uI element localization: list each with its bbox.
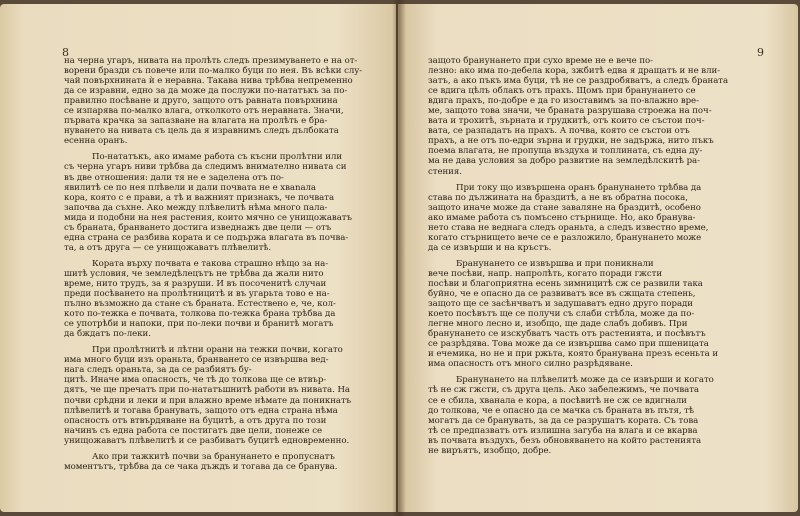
text-line: По-нататъкъ, ако имаме работа съ късни пролѣтни или: [92, 152, 343, 163]
text-line: време, нито трудъ, за я разруши. И въ посоченитѣ случаи: [64, 278, 327, 289]
text-line: При току що извършена оранъ бранунането трѣбва да: [456, 182, 702, 193]
text-line: шитѣ условия, че земледѣлецътъ не трѣбва да жали нито: [64, 268, 324, 279]
text-line: се употрѣби и напоки, при по-леки почви и бранитѣ могатъ: [64, 319, 334, 330]
text-line: което посѣвътъ ще се получи съ слаби стѣбла, може да по-: [428, 309, 695, 320]
text-line: тѣ се предпазватъ отъ излишна загуба на влага и се вкарва: [428, 425, 698, 436]
text-line: Бранунането се извършва и при поникнали: [456, 258, 654, 269]
text-line: се вдига цѣлъ облакъ отъ прахъ. Щомъ при бранунането се: [428, 86, 696, 97]
text-line: започва да съхне. Ако между плѣвелитѣ нѣма много пала-: [64, 202, 328, 213]
text-line: мида и подобни на нея растения, които мячно се унищожаватъ: [64, 212, 352, 223]
text-line: та, а отъ друга — се унищожаватъ плѣвелитѣ.: [64, 242, 272, 253]
left-page-number: 8: [62, 46, 69, 59]
text-line: ворени бразди съ повече или по-малко буци по нея. Въ всѣки слу-: [64, 66, 363, 77]
text-line: поема влагата, не пропуща въздуха и топлината, съ една ду-: [428, 146, 703, 157]
text-line: се е сбила, хванала е кора, а посѣвитѣ не сж се вдигнали: [428, 395, 687, 406]
text-line: вата, се разпадатъ на прахъ. А почва, която се състои отъ: [428, 126, 690, 137]
text-line: легне много лесно и, изобщо, ще даде слабъ добивъ. При: [428, 319, 688, 330]
text-line: нуването на нивата съ цель да я изравнимъ следъ дълбоката: [64, 126, 339, 137]
left-page-body: [64, 56, 384, 472]
text-line: лезно: ако има по-дебела кора, зжбитѣ едва я дращатъ и не вли-: [428, 66, 721, 77]
text-line: есенна оранъ.: [64, 136, 128, 147]
text-line: затъ, а ако пъкъ има буци, тѣ не се раздробяватъ, а следъ браната: [428, 76, 729, 87]
text-line: се разрѣдява. Това може да се извършва само при пшеницата: [428, 339, 709, 350]
text-line: се изпарява по-малко влага, отколкото отъ неравната. Значи,: [64, 106, 344, 117]
text-line: въ почвата въздухъ, безъ обновяването на който растенията: [428, 435, 702, 446]
text-line: цитѣ. Иначе има опасность, че тѣ до толкова ще се втвър-: [64, 375, 327, 386]
text-line: вече посѣви, напр. напролѣть, когато поради гжсти: [428, 268, 663, 279]
text-line: ма не дава условия за добро развитие на земледѣлскитѣ ра-: [428, 156, 700, 167]
text-line: пълно възможно да стане съ браната. Естествено е, че, кол-: [64, 299, 336, 310]
text-line: когато стърнището вече се е разложило, бранунането може: [428, 232, 702, 243]
text-line: да се изравни, едно за да може да послужи по-нататъкъ за по-: [64, 86, 348, 97]
text-line: Ако при тажкитѣ почви за бранунането е пропуснатъ: [92, 451, 335, 462]
text-line: и ечемика, но не и при ржьта, която бранувана презъ есеньта и: [428, 349, 719, 360]
text-line: дятъ, че ще пречатъ при по-нататъшнитѣ работи въ нивата. На: [64, 385, 350, 396]
text-line: една страна се разбива кората и се подържа влагата въ почва-: [64, 232, 349, 243]
text-line: При пролѣтнитѣ и лѣтни орани на тежки почви, когато: [92, 345, 343, 356]
text-line: Бранунането на плѣвелитѣ може да се извърши и когато: [456, 375, 714, 386]
text-line: защото ще се засѣнчватъ и задушаватъ едно друго поради: [428, 299, 693, 310]
text-line: кото по-тежка е почвата, толкова по-тежка брана трѣбва да: [64, 309, 336, 320]
right-page-body: [428, 56, 776, 456]
text-line: съ браната, бранването достига изведнажъ две цели — отъ: [64, 222, 332, 233]
text-line: има опасность отъ много силно разрѣдяване.: [428, 359, 633, 370]
text-line: чай повърхнината ѝ е неравна. Такава нива трѣбва непременно: [64, 76, 353, 87]
text-line: ме, защото това значи, че браната разрушава строежа на поч-: [428, 106, 712, 117]
text-line: нето става не веднага следъ ораньта, а следъ известно време,: [428, 222, 709, 233]
text-line: Кората върху почвата е такова страшно нѣщо за на-: [92, 258, 329, 269]
text-line: унищожаватъ плѣвелитѣ и се разбиватъ буцитѣ едновременно.: [64, 435, 350, 446]
left-page: [0, 4, 396, 512]
text-line: стения.: [428, 166, 462, 177]
text-line: могатъ да се бранувать, за да се разрушатъ кората. Съ това: [428, 415, 699, 426]
right-page: [398, 4, 798, 512]
text-line: съ черна угаръ ниви трѣбва да следимъ внимателно нивата си: [64, 162, 347, 173]
text-line: буйно, че е опасно да се развиватъ все въ сжщата степень,: [428, 289, 696, 300]
text-line: защото бранунането при сухо време не е вече по-: [428, 56, 654, 66]
text-line: почви срѣдни и леки и при влажно време нѣмате да поникнатъ: [64, 395, 352, 406]
text-line: става по дължината на браздитѣ, а не въ обратна посока,: [428, 192, 688, 203]
text-line: до толкова, че е опасно да се мачка съ браната въ пътя, тѣ: [428, 405, 695, 416]
text-line: вата и трохитѣ, зърната и грудкитѣ, отъ които се състои поч-: [428, 116, 705, 127]
text-line: посѣви и благоприятна есень зимницитѣ сж се развили така: [428, 278, 703, 289]
text-line: начинъ съ една работа се постигатъ две цели, понеже се: [64, 425, 322, 436]
text-line: нага следъ ораньта, за да се разбиятъ бу-: [64, 365, 252, 376]
text-line: бранунането се изскубватъ часть отъ растенията, и посѣвътъ: [428, 329, 706, 340]
text-line: прахъ, а не отъ по-едри зърна и грудки, не задържа, нито пъкъ: [428, 136, 714, 147]
text-line: има много буци изъ ораньта, бранването се извършва вед-: [64, 355, 329, 366]
text-line: преди посѣването на пролѣтницитѣ и въ угарьта тово е на-: [64, 289, 330, 300]
right-page-number: 9: [757, 46, 764, 59]
text-line: вдига прахъ, по-добре е да го изоставимъ за по-влажно вре-: [428, 96, 699, 107]
text-line: тѣ не сж гжсти, съ друга цель. Ако забележимъ, че почвата: [428, 385, 699, 396]
text-line: правилно посѣване и друго, защото отъ равната повърхнина: [64, 96, 338, 107]
text-line: кора, която с е прави, а тѣ и важният признакъ, че почвата: [64, 192, 335, 203]
text-line: на черна угаръ, нивата на пролѣть следъ презимуването е на от-: [64, 56, 358, 66]
text-line: не виръятъ, изобщо, добре.: [428, 445, 552, 456]
text-line: моментътъ, трѣбва да се чака дъждъ и тогава да се бранува.: [64, 461, 338, 472]
text-line: да бждатъ по-леки.: [64, 329, 151, 340]
text-line: първата крачка за запазване на влагата на пролѣть е бра-: [64, 116, 328, 127]
text-line: явилитѣ се по нея плѣвели и дали почвата не е хвanaла: [64, 182, 316, 193]
text-line: да се извърши и на кръстъ.: [428, 242, 552, 253]
text-line: въ две отношения: дали тя не е заделена отъ по-: [64, 172, 284, 183]
text-line: защото иначе може да стане заваляне на браздитѣ, особено: [428, 202, 701, 213]
text-line: опасность отъ втвърдяване на буцитѣ, а отъ друга по този: [64, 415, 327, 426]
text-line: ако имаме работа съ помъсено стърнище. Но, ако бранува-: [428, 212, 696, 223]
text-line: плѣвелитѣ и тогава бранувать, защото отъ една страна нѣма: [64, 405, 338, 416]
